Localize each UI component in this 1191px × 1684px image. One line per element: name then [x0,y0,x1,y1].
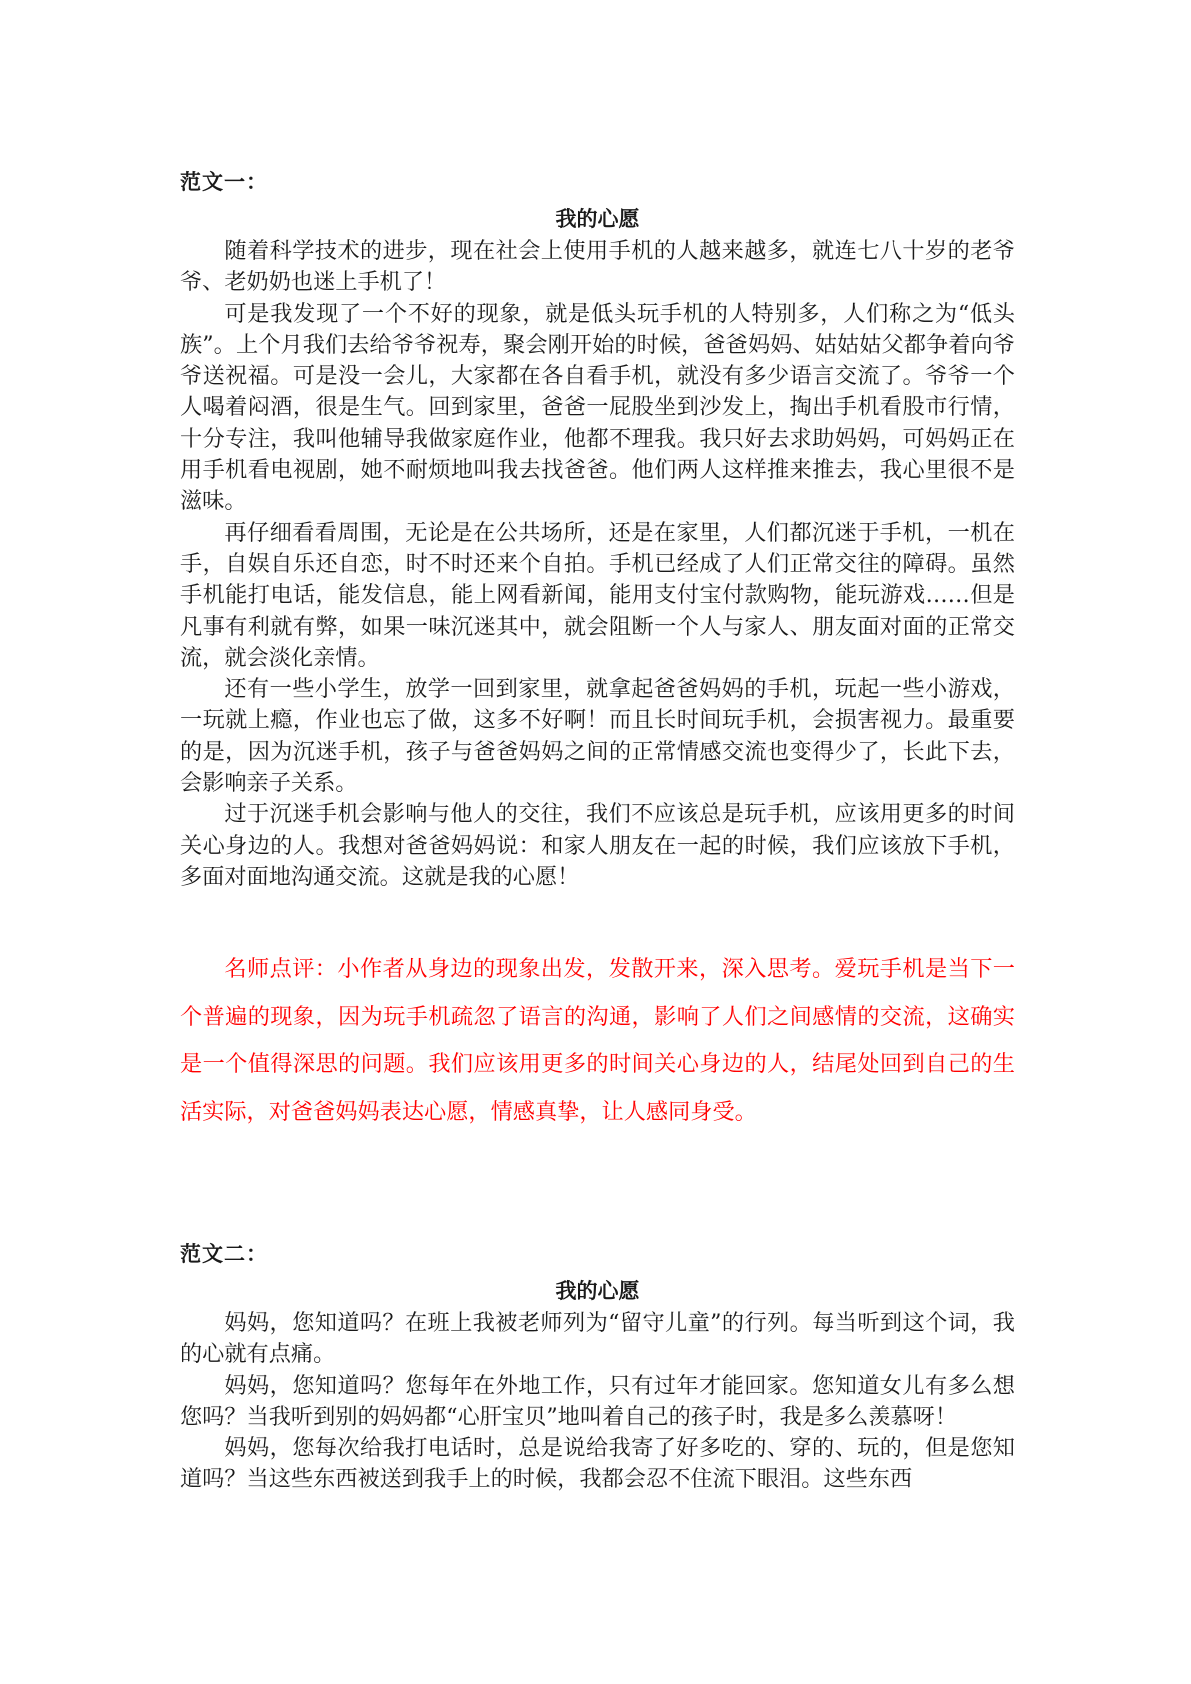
essay-one-label: 范文一： [180,170,268,194]
essay-two-title: 我的心愿 [555,1279,640,1303]
essay-one-title: 我的心愿 [555,207,640,231]
essay-two-paragraph: 妈妈，您每次给我打电话时，总是说给我寄了好多吃的、穿的、玩的，但是您知道吗？当这些东西被送到我手上的时候，我都会忍不住流下眼泪。这些东西 [180,1435,1015,1493]
essay-two-paragraph: 妈妈，您知道吗？您每年在外地工作，只有过年才能回家。您知道女儿有多么想您吗？当我听到别的妈妈都“心肝宝贝”地叫着自己的孩子时，我是多么羡慕呀！ [180,1372,1015,1430]
essay-two-paragraph: 妈妈，您知道吗？在班上我被老师列为“留守儿童”的行列。每当听到这个词，我的心就有点痛。 [180,1310,1015,1368]
essay-one-paragraph: 随着科学技术的进步，现在社会上使用手机的人越来越多，就连七八十岁的老爷爷、老奶奶也迷上手机了！ [180,238,1015,296]
essay-one-body [180,236,1015,893]
essay-two-label: 范文二： [180,1242,268,1266]
essay-two-body [180,1308,1015,1496]
essay-one-paragraph: 还有一些小学生，放学一回到家里，就拿起爸爸妈妈的手机，玩起一些小游戏，一玩就上瘾，作业也忘了做，这多不好啊！而且长时间玩手机，会损害视力。最重要的是，因为沉迷手机，孩子与爸爸妈妈之间的正常情感交流也变得少了，长此下去，会影响亲子关系。 [180,676,1015,797]
essay-one-paragraph: 过于沉迷手机会影响与他人的交往，我们不应该总是玩手机，应该用更多的时间关心身边的人。我想对爸爸妈妈说：和家人朋友在一起的时候，我们应该放下手机，多面对面地沟通交流。这就是我的心愿！ [180,801,1015,890]
teacher-comment-text: 名师点评：小作者从身边的现象出发，发散开来，深入思考。爱玩手机是当下一个普遍的现象，因为玩手机疏忽了语言的沟通，影响了人们之间感情的交流，这确实是一个值得深思的问题。我们应该用更多的时间关心身边的人，结尾处回到自己的生活实际，对爸爸妈妈表达心愿，情感真挚，让人感同身受。 [180,956,1015,1125]
essay-one-paragraph: 再仔细看看周围，无论是在公共场所，还是在家里，人们都沉迷于手机，一机在手，自娱自乐还自恋，时不时还来个自拍。手机已经成了人们正常交往的障碍。虽然手机能打电话，能发信息，能上网看新闻，能用支付宝付款购物，能玩游戏……但是凡事有利就有弊，如果一味沉迷其中，就会阻断一个人与家人、朋友面对面的正常交流，就会淡化亲情。 [180,519,1015,671]
essay-one-paragraph: 可是我发现了一个不好的现象，就是低头玩手机的人特别多，人们称之为“低头族”。上个月我们去给爷爷祝寿，聚会刚开始的时候，爸爸妈妈、姑姑姑父都争着向爷爷送祝福。可是没一会儿，大家都在各自看手机，就没有多少语言交流了。爷爷一个人喝着闷酒，很是生气。回到家里，爸爸一屁股坐到沙发上，掏出手机看股市行情，十分专注，我叫他辅导我做家庭作业，他都不理我。我只好去求助妈妈，可妈妈正在用手机看电视剧，她不耐烦地叫我去找爸爸。他们两人这样推来推去，我心里很不是滋味。 [180,300,1015,515]
teacher-comment [180,946,1015,1136]
